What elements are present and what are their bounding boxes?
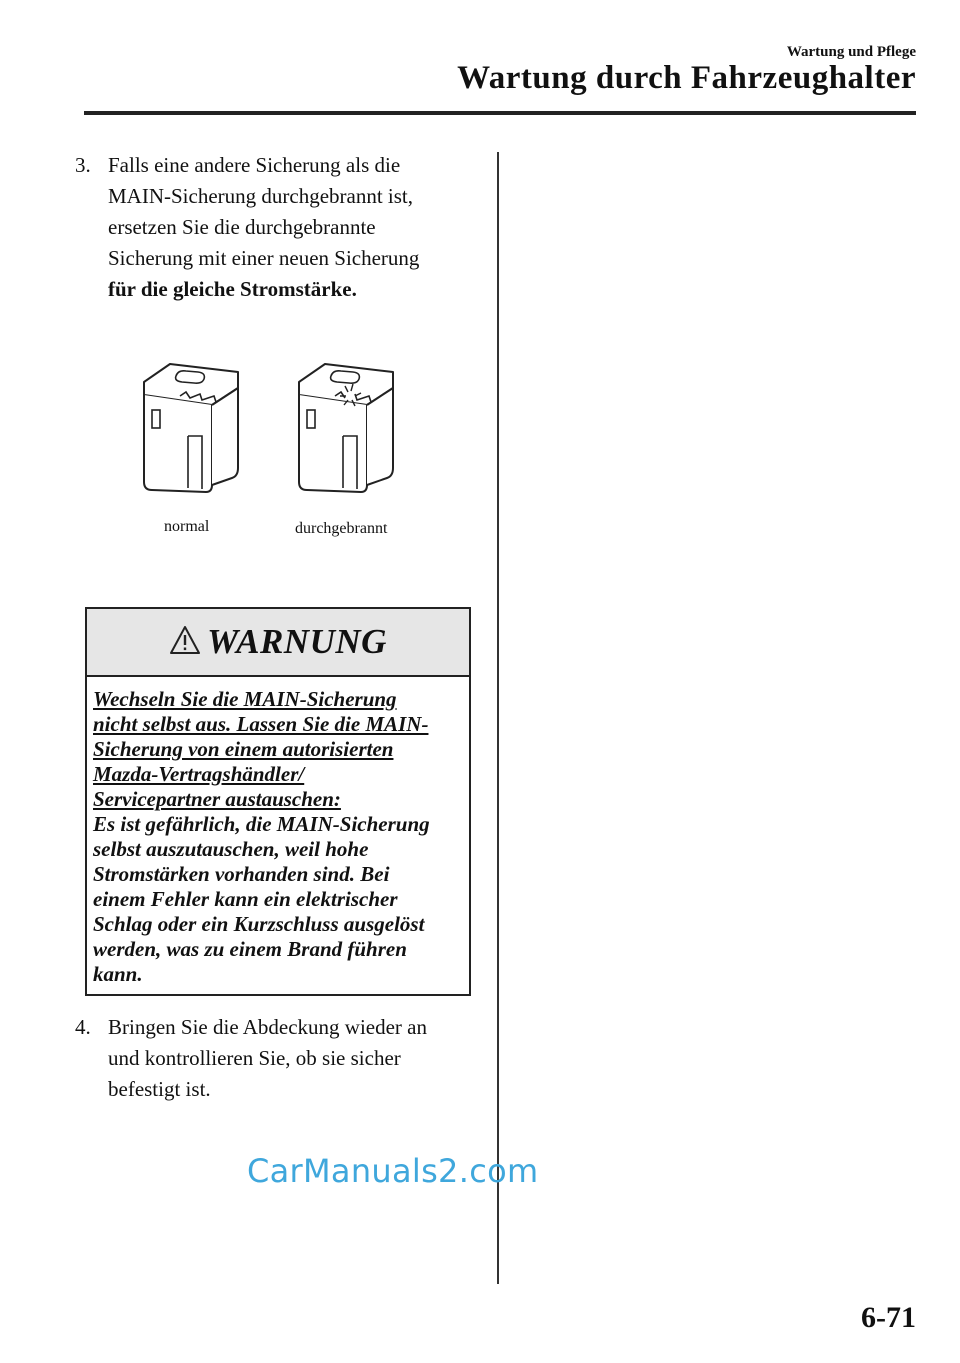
section-title: Wartung und Pflege: [786, 44, 916, 60]
step-line: MAIN-Sicherung durchgebrannt ist,: [108, 184, 414, 208]
warning-box: [85, 607, 471, 996]
page-number: 6-71: [861, 1301, 916, 1334]
warning-line: Mazda-Vertragshändler/: [93, 762, 305, 786]
warning-header: [87, 609, 469, 677]
warning-line: Es ist gefährlich, die MAIN-Sicherung: [93, 812, 430, 836]
step-number: 4.: [75, 1015, 91, 1039]
step-4: [75, 1012, 475, 1105]
warning-line: Servicepartner austauschen:: [93, 787, 341, 811]
warning-line: werden, was zu einem Brand führen: [93, 937, 407, 961]
warning-title: WARNUNG: [207, 622, 387, 661]
header-rule: [84, 111, 916, 115]
warning-body: [87, 677, 469, 987]
watermark-logo: CarManuals2.com: [247, 1152, 539, 1190]
step-number: 3.: [75, 153, 91, 177]
warning-line: einem Fehler kann ein elektrischer: [93, 887, 398, 911]
warning-line: Schlag oder ein Kurzschluss ausgelöst: [93, 912, 425, 936]
chapter-title: Wartung durch Fahrzeughalter: [457, 60, 916, 96]
fuse-normal-icon: [140, 360, 240, 495]
warning-line: Wechseln Sie die MAIN-Sicherung: [93, 687, 397, 711]
step-line: Bringen Sie die Abdeckung wieder an: [108, 1015, 427, 1039]
warning-line: Stromstärken vorhanden sind. Bei: [93, 862, 390, 886]
step-line: Sicherung mit einer neuen Sicherung: [108, 246, 420, 270]
step-3: [75, 150, 475, 305]
step-line-bold: für die gleiche Stromstärke.: [108, 277, 357, 301]
warning-triangle-icon: [169, 625, 201, 655]
warning-line: selbst auszutauschen, weil hohe: [93, 837, 369, 861]
caption-blown: durchgebrannt: [295, 520, 388, 537]
fuse-blown-icon: [295, 360, 395, 495]
column-divider: [497, 152, 499, 1284]
warning-line: Sicherung von einem autorisierten: [93, 737, 394, 761]
step-line: und kontrollieren Sie, ob sie sicher: [108, 1046, 401, 1070]
step-line: befestigt ist.: [108, 1077, 211, 1101]
warning-line: kann.: [93, 962, 143, 986]
step-line: ersetzen Sie die durchgebrannte: [108, 215, 376, 239]
warning-line: nicht selbst aus. Lassen Sie die MAIN-: [93, 712, 429, 736]
step-line: Falls eine andere Sicherung als die: [108, 153, 401, 177]
caption-normal: normal: [164, 518, 210, 535]
